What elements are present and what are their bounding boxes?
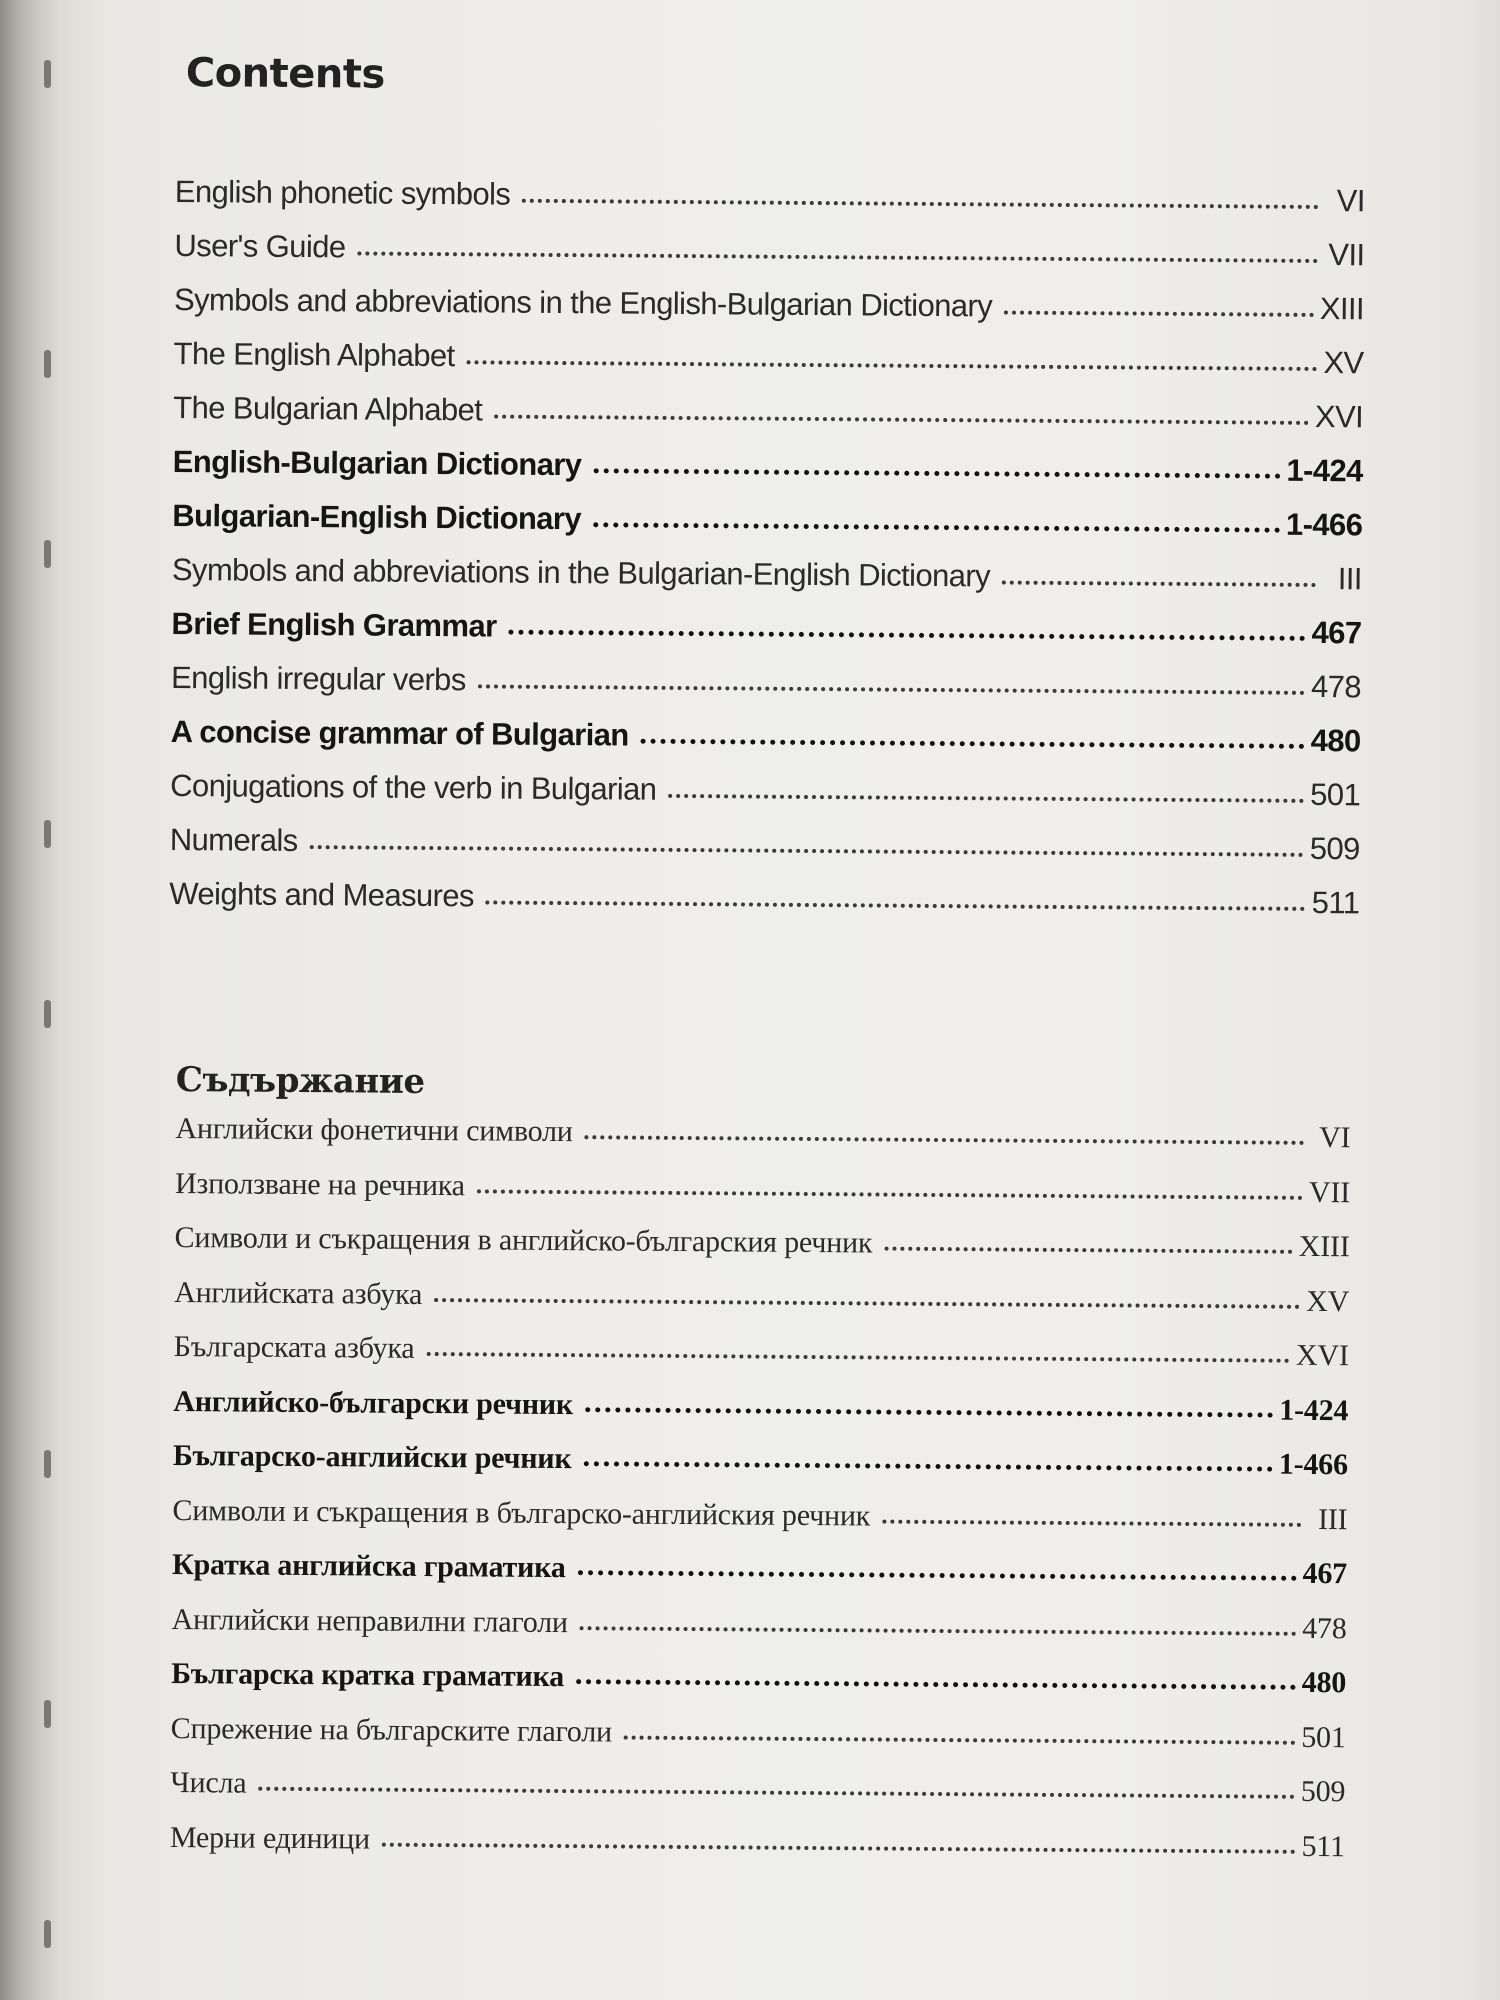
toc-entry-title: English phonetic symbols [174, 173, 511, 212]
toc-entry-title: Symbols and abbreviations in the English-Bulgarian Dictionary [173, 281, 993, 324]
toc-entry-page: 467 [1311, 614, 1362, 651]
toc-entry-title: Conjugations of the verb in Bulgarian [170, 767, 657, 807]
toc-dot-leader [882, 1518, 1301, 1526]
toc-entry-page: 501 [1301, 1720, 1346, 1754]
toc-entry-title: English irregular verbs [170, 659, 466, 698]
toc-entry-page: 509 [1300, 1774, 1346, 1809]
toc-entry-page: 1-424 [1286, 452, 1363, 489]
toc-entry [171, 606, 1361, 669]
toc-entry-title: Numerals [169, 821, 298, 858]
toc-entry-page: 1-466 [1278, 1447, 1348, 1482]
toc-entry-title: Числа [170, 1765, 247, 1800]
toc-entry [175, 1166, 1350, 1230]
toc-entry-page: XIII [1319, 290, 1365, 327]
toc-entry [169, 876, 1359, 939]
toc-dot-leader [382, 1841, 1296, 1853]
toc-entry-page: 478 [1310, 668, 1362, 705]
toc-entry-title: User's Guide [174, 227, 346, 265]
toc-entry-page: VI [1336, 183, 1365, 219]
binding-stitch [44, 1000, 51, 1028]
toc-entry [172, 498, 1362, 561]
toc-entry-page: XIII [1298, 1229, 1350, 1264]
toc-entry [170, 1766, 1345, 1830]
english-contents-section [169, 50, 1366, 939]
toc-dot-leader [494, 414, 1309, 425]
toc-entry-title: A concise grammar of Bulgarian [170, 713, 629, 753]
toc-entry-title: English-Bulgarian Dictionary [172, 443, 582, 483]
toc-entry-title: Българска кратка граматика [171, 1656, 565, 1694]
toc-entry [170, 714, 1360, 777]
toc-entry-title: The Bulgarian Alphabet [173, 389, 483, 428]
toc-entry-title: Използване на речника [174, 1166, 465, 1202]
toc-entry-title: Английската азбука [174, 1275, 423, 1311]
toc-dot-leader [585, 1406, 1273, 1417]
toc-entry [174, 228, 1364, 291]
toc-entry-title: Weights and Measures [169, 875, 474, 914]
toc-entry [172, 444, 1362, 507]
toc-entry [172, 552, 1362, 615]
toc-entry-title: Bulgarian-English Dictionary [172, 497, 582, 537]
toc-dot-leader [357, 250, 1318, 263]
toc-dot-leader [477, 1188, 1303, 1199]
toc-entry [171, 1602, 1346, 1666]
toc-entry-page: VI [1319, 1120, 1351, 1155]
binding-stitch [44, 1920, 51, 1948]
toc-entry-page: 480 [1310, 722, 1361, 759]
english-contents-list [169, 174, 1365, 939]
toc-dot-leader [585, 1134, 1305, 1145]
toc-dot-leader [426, 1351, 1290, 1363]
toc-entry-title: Спрежение на българските глаголи [170, 1711, 613, 1748]
toc-entry [174, 282, 1364, 345]
toc-entry-page: XVI [1314, 398, 1364, 435]
toc-dot-leader [478, 683, 1305, 694]
toc-entry-page: III [1337, 561, 1363, 597]
binding-stitch [44, 60, 51, 88]
toc-entry [171, 660, 1361, 723]
toc-entry-page: 511 [1311, 884, 1360, 921]
english-contents-heading: Contents [185, 50, 385, 98]
toc-dot-leader [624, 1734, 1295, 1744]
toc-entry-title: Кратка английска граматика [171, 1547, 566, 1585]
toc-entry-title: Symbols and abbreviations in the Bulgarian-English Dictionary [171, 551, 991, 594]
toc-entry-title: The English Alphabet [173, 335, 455, 374]
toc-dot-leader [522, 198, 1319, 209]
toc-entry [170, 768, 1360, 831]
toc-dot-leader [258, 1786, 1294, 1799]
toc-dot-leader [884, 1246, 1292, 1254]
toc-entry-page: XV [1323, 345, 1364, 381]
toc-entry-title: Мерни единици [169, 1820, 371, 1856]
toc-entry [174, 1275, 1349, 1339]
toc-entry [172, 1493, 1347, 1557]
page-edge-shadow [1460, 0, 1500, 2000]
binding-stitch [44, 540, 51, 568]
binding-stitch [44, 350, 51, 378]
toc-entry-title: Английско-български речник [173, 1384, 574, 1421]
toc-entry-page: 478 [1302, 1611, 1347, 1645]
toc-entry [175, 1112, 1350, 1176]
binding-stitch [44, 1700, 51, 1728]
toc-entry-title: Символи и съкращения в българско-английския речник [172, 1493, 871, 1532]
toc-dot-leader [583, 1460, 1272, 1471]
toc-entry [172, 1548, 1347, 1612]
toc-entry-page: 1-466 [1285, 506, 1363, 543]
toc-entry-page: 509 [1309, 830, 1360, 867]
binding-gutter [0, 0, 60, 2000]
toc-dot-leader [576, 1678, 1296, 1690]
toc-entry-page: VII [1328, 237, 1365, 273]
bulgarian-contents-heading: Съдържание [175, 1060, 425, 1102]
toc-entry-title: Българската азбука [173, 1329, 415, 1365]
toc-dot-leader [578, 1569, 1297, 1581]
toc-entry [170, 1711, 1345, 1775]
bulgarian-contents-list [170, 1112, 1351, 1884]
toc-entry [173, 390, 1363, 453]
toc-entry [173, 1330, 1348, 1394]
binding-stitch [44, 820, 51, 848]
toc-dot-leader [508, 629, 1305, 641]
toc-entry-page: 511 [1301, 1829, 1345, 1863]
toc-entry [173, 1439, 1348, 1503]
toc-dot-leader [467, 359, 1318, 371]
binding-stitch [44, 1450, 51, 1478]
toc-entry [170, 1820, 1345, 1884]
toc-dot-leader [310, 844, 1304, 857]
toc-dot-leader [641, 738, 1305, 749]
toc-entry-page: 501 [1310, 776, 1361, 813]
toc-entry [175, 174, 1365, 237]
toc-entry-title: Английски неправилни глаголи [171, 1602, 568, 1639]
toc-entry [171, 1657, 1346, 1721]
toc-dot-leader [1004, 310, 1314, 317]
toc-entry-page: VII [1308, 1175, 1351, 1209]
toc-entry-title: Brief English Grammar [171, 605, 497, 644]
toc-entry-page: XV [1306, 1284, 1350, 1318]
toc-entry [174, 1221, 1349, 1285]
toc-entry-page: 480 [1301, 1665, 1347, 1700]
toc-entry-title: Символи и съкращения в английско-българския речник [174, 1220, 873, 1260]
bulgarian-contents-section [170, 1060, 1351, 1884]
toc-dot-leader [668, 793, 1304, 803]
toc-entry-page: 1-424 [1279, 1393, 1349, 1427]
toc-entry-page: 467 [1302, 1556, 1348, 1591]
toc-entry-title: Българско-английски речник [172, 1438, 572, 1476]
toc-entry-title: Английски фонетични символи [175, 1111, 573, 1149]
toc-dot-leader [486, 899, 1306, 910]
toc-dot-leader [593, 521, 1280, 532]
toc-entry-page: III [1317, 1502, 1348, 1536]
toc-dot-leader [580, 1625, 1296, 1636]
toc-dot-leader [593, 467, 1280, 478]
toc-dot-leader [1002, 580, 1316, 587]
toc-entry-page: XVI [1295, 1338, 1349, 1373]
toc-entry [173, 336, 1363, 399]
toc-dot-leader [434, 1297, 1300, 1309]
toc-entry [170, 822, 1360, 885]
toc-entry [173, 1384, 1348, 1448]
